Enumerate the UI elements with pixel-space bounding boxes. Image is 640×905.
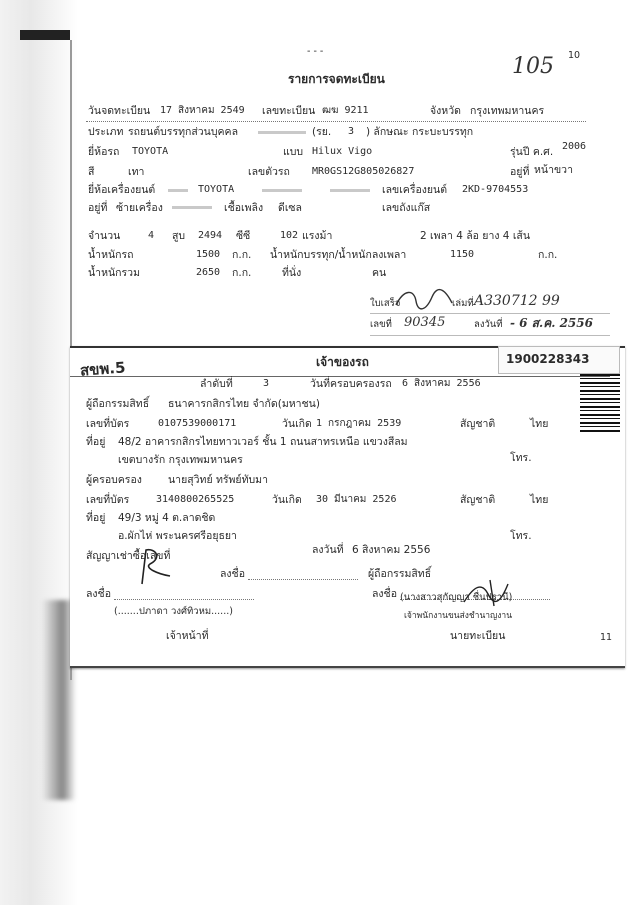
owner-sign-label: ลงชื่อ <box>220 568 245 580</box>
plate-label: เลขทะเบียน <box>262 105 316 117</box>
owner-label: ผู้ถือกรรมสิทธิ์ <box>86 398 150 410</box>
date-value: - 6 ส.ค. 2556 <box>510 316 593 330</box>
chassis: MR0GS12G805026827 <box>312 166 415 177</box>
owner-nationality: ไทย <box>530 418 549 430</box>
owner-phone-label: โทร. <box>510 452 532 464</box>
top-dots: - - - <box>307 46 324 57</box>
chassis-at: หน้าขวา <box>534 164 573 176</box>
brand-label: ยี่ห้อรถ <box>88 146 120 158</box>
plate: ฒฆ 9211 <box>322 105 369 116</box>
load-label: น้ำหนักบรรทุก/น้ำหนักลงเพลา <box>270 249 407 261</box>
model-year: 2006 <box>562 141 587 152</box>
nature-label: ) ลักษณะ <box>366 126 409 138</box>
holder-name: นายสุวิทย์ ทรัพย์ทับมา <box>168 474 268 486</box>
count-label: จำนวน <box>88 230 121 242</box>
province-label: จังหวัด <box>430 105 461 117</box>
owner-card <box>70 346 625 668</box>
rs-label: (รย. <box>312 126 332 138</box>
document-title: รายการจดทะเบียน <box>288 72 385 86</box>
owner-id-label: เลขที่บัตร <box>86 418 130 430</box>
holder-birth-label: วันเกิด <box>272 494 302 506</box>
reg-date-label: วันจดทะเบียน <box>88 105 151 117</box>
registrar-sign-label: ลงชื่อ <box>372 588 397 600</box>
owner-address-2: เขตบางรัก กรุงเทพมหานคร <box>118 454 243 466</box>
owner-sign-caption: ผู้ถือกรรมสิทธิ์ <box>368 568 432 580</box>
registrar-title: นายทะเบียน <box>450 630 506 642</box>
chassis-label: เลขตัวรถ <box>248 166 290 178</box>
receipt-no: A330712 99 <box>474 293 560 309</box>
fuel: ดีเซล <box>278 202 302 214</box>
engine-no-label: เลขเครื่องยนต์ <box>382 184 448 196</box>
card-heading: เจ้าของรถ <box>316 355 369 369</box>
holder-birth: 30 มีนาคม 2526 <box>316 494 397 505</box>
holder-id-label: เลขที่บัตร <box>86 494 130 506</box>
seq: 3 <box>263 378 270 389</box>
holder-address-2: อ.ผักไห่ พระนครศรีอยุธยา <box>118 530 237 542</box>
seats-label: ที่นั่ง <box>282 267 302 279</box>
chassis-at-label: อยู่ที่ <box>510 166 530 178</box>
model: Hilux Vigo <box>312 146 373 157</box>
officer-name: (.......ปภาดา วงศ์ทิวหม......) <box>114 606 233 617</box>
total: 2650 <box>196 267 221 278</box>
weight: 1500 <box>196 249 221 260</box>
color: เทา <box>128 166 145 178</box>
scan-edge-shadow <box>0 0 78 905</box>
weight-unit: ก.ก. <box>232 249 252 261</box>
holder-id: 3140800265525 <box>156 494 235 505</box>
hp-label: แรงม้า <box>302 230 333 242</box>
hp: 102 <box>280 230 299 241</box>
owner-name: ธนาคารกสิกรไทย จำกัด(มหาชน) <box>168 398 320 410</box>
engine-at-label: อยู่ที่ <box>88 202 108 214</box>
engine-no: 2KD-9704553 <box>462 184 529 195</box>
fuel-label: เชื้อเพลิง <box>224 202 264 214</box>
owner-address-1: 48/2 อาคารกสิกรไทยทาวเวอร์ ชั้น 1 ถนนสาทรเหนือ แขวงสีลม <box>118 436 408 448</box>
owner-address-label: ที่อยู่ <box>86 436 106 448</box>
page-number: 11 <box>600 632 613 643</box>
possess-date: 6 สิงหาคม 2556 <box>402 378 481 389</box>
persons-label: คน <box>372 267 387 279</box>
holder-nationality: ไทย <box>530 494 549 506</box>
total-label: น้ำหนักรวม <box>88 267 140 279</box>
officer-title: เจ้าหน้าที่ <box>166 630 209 642</box>
engine-brand-label: ยี่ห้อเครื่องยนต์ <box>88 184 156 196</box>
load: 1150 <box>450 249 475 260</box>
possess-date-label: วันที่ครอบครองรถ <box>310 378 392 390</box>
province: กรุงเทพมหานคร <box>470 105 545 117</box>
holder-label: ผู้ครอบครอง <box>86 474 142 486</box>
officer-sign-label: ลงชื่อ <box>86 588 111 600</box>
registrar-position: เจ้าพนักงานขนส่งชำนาญงาน <box>404 611 513 621</box>
cc: 2494 <box>198 230 223 241</box>
contract-date: 6 สิงหาคม 2556 <box>352 544 431 556</box>
total-unit: ก.ก. <box>232 267 252 279</box>
barcode-number: 1900228343 <box>506 352 590 366</box>
type-label: ประเภท <box>88 126 124 138</box>
rs-value: 3 <box>348 126 355 137</box>
number-label: เลขที่ <box>370 319 392 330</box>
holder-phone-label: โทร. <box>510 530 532 542</box>
barcode <box>580 374 620 434</box>
receipt-label: ใบเสร็จ <box>370 298 401 309</box>
cylinders: 4 <box>148 230 155 241</box>
date-label: ลงวันที่ <box>474 319 503 330</box>
type: รถยนต์บรรทุกส่วนบุคคล <box>128 126 238 138</box>
contract-date-label: ลงวันที่ <box>312 544 344 556</box>
cyl-label: สูบ <box>172 230 186 242</box>
handwritten-number: 105 <box>512 54 554 79</box>
holder-nationality-label: สัญชาติ <box>460 494 496 506</box>
scan-corner-mark <box>20 30 70 40</box>
officer-signature <box>136 544 176 590</box>
number-value: 90345 <box>404 315 446 330</box>
registrar-name: (นางสาวสุกัญญา ชื่นปรานี) <box>400 592 513 603</box>
engine-brand: TOYOTA <box>198 184 235 195</box>
receipt-no-label: เล่มที่ <box>452 298 474 309</box>
model-year-label: รุ่นปี ค.ศ. <box>510 146 554 158</box>
form-code: สขพ.5 <box>79 358 127 380</box>
weight-label: น้ำหนักรถ <box>88 249 134 261</box>
axles-tires: 2 เพลา 4 ล้อ ยาง 4 เส้น <box>420 230 530 242</box>
reg-date: 17 สิงหาคม 2549 <box>160 105 245 116</box>
owner-birth: 1 กรกฎาคม 2539 <box>316 418 402 429</box>
brand: TOYOTA <box>132 146 169 157</box>
cc-label: ซีซี <box>236 230 251 242</box>
model-label: แบบ <box>283 146 304 158</box>
nature: กระบะบรรทุก <box>412 126 474 138</box>
owner-nationality-label: สัญชาติ <box>460 418 496 430</box>
load-unit: ก.ก. <box>538 249 558 261</box>
corner-number: 10 <box>568 50 581 61</box>
owner-id: 0107539000171 <box>158 418 237 429</box>
owner-birth-label: วันเกิด <box>282 418 312 430</box>
contract-label: สัญญาเช่าซื้อเลขที่ <box>86 550 171 562</box>
seq-label: ลำดับที่ <box>200 378 233 390</box>
officer-initial-signature <box>392 285 472 313</box>
holder-address-1: 49/3 หมู่ 4 ต.ลาดชิด <box>118 512 216 524</box>
color-label: สี <box>88 166 95 178</box>
engine-at: ซ้ายเครื่อง <box>116 202 163 214</box>
holder-address-label: ที่อยู่ <box>86 512 106 524</box>
gas-tank-label: เลขถังแก๊ส <box>382 202 431 214</box>
